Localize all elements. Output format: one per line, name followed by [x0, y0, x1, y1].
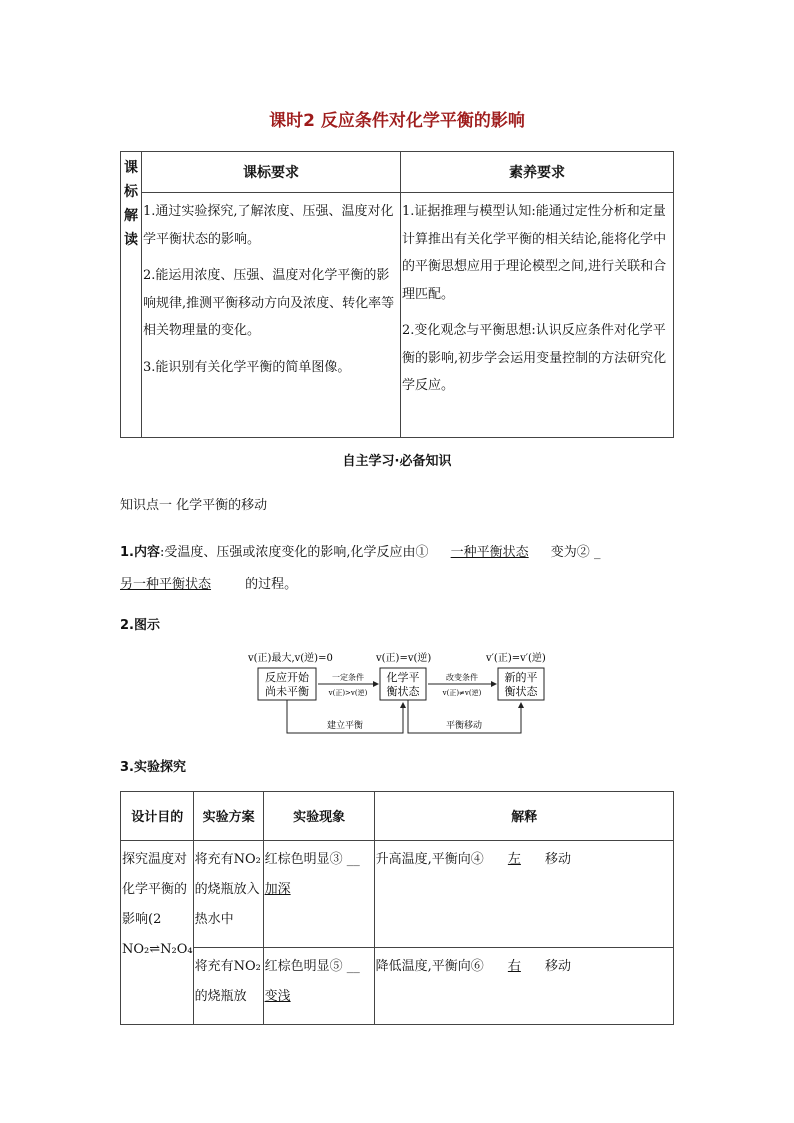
page-title: 课时2 反应条件对化学平衡的影响 [269, 111, 525, 131]
literacy-item: 2.变化观念与平衡思想:认识反应条件对化学平衡的影响,初步学会运用变量控制的方法研究化学反应。 [402, 323, 667, 393]
side-char: 解 [124, 208, 138, 224]
explanation-end: 移动 [545, 959, 572, 974]
blank-1: 一种平衡状态 [450, 545, 529, 560]
arrow2-top: 改变条件 [446, 673, 478, 682]
blank-4: 左 [507, 852, 521, 867]
box1-top-label: v(正)最大,v(逆)=0 [248, 653, 333, 664]
box-new-line1: 新的平 [504, 671, 538, 684]
phenomenon-text: 红棕色明显⑤ [264, 959, 343, 974]
arrow1-bottom: v(正)>v(逆) [328, 689, 368, 697]
side-label [121, 152, 142, 438]
box2-top-label: v(正)=v(逆) [376, 653, 432, 664]
box3-top-label: v′(正)=v′(逆) [486, 653, 546, 664]
item1-text-c: 的过程。 [245, 577, 298, 592]
explanation-text: 升高温度,平衡向④ [375, 852, 484, 867]
experiment-table [120, 791, 674, 1025]
blank-6: 右 [507, 959, 521, 974]
phenomenon-text: 红棕色明显③ [264, 852, 343, 867]
literacy-item: 1.证据推理与模型认知:能通过定性分析和定量计算推出有关化学平衡的相关结论,能将化学中的平衡思想应用于理论模型之间,进行关联和合理匹配。 [402, 204, 667, 302]
item1-text-a: :受温度、压强或浓度变化的影响,化学反应由① [159, 545, 429, 560]
box-new-line2: 衡状态 [504, 685, 538, 698]
side-char: 课 [124, 160, 138, 176]
item1-content: 1.内容:受温度、压强或浓度变化的影响,化学反应由① 一种平衡状态 变为② _ 另一种平衡状态 的过程。 [120, 545, 601, 592]
item2-label: 2.图示 [120, 618, 160, 633]
col2-cell [401, 193, 674, 438]
side-char: 读 [124, 232, 138, 248]
explanation-cell [374, 948, 673, 1025]
standards-table [120, 151, 674, 438]
explanation-cell [374, 841, 673, 948]
plan-cell: 将充有NO₂的烧瓶放入热水中 [193, 841, 263, 948]
header-phenomenon: 实验现象 [263, 792, 374, 841]
explanation-end: 移动 [545, 852, 572, 867]
section-heading: 自主学习·必备知识 [342, 454, 452, 469]
blank-5: 变浅 [264, 989, 291, 1004]
blank-3: 加深 [264, 882, 291, 897]
phenomenon-cell: 红棕色明显③ __ 加深 [263, 841, 374, 948]
col1-header: 课标要求 [142, 152, 401, 193]
box-eq-line1: 化学平 [386, 671, 420, 684]
purpose-cell: 探究温度对化学平衡的影响(2 NO₂⇌N₂O₄ [121, 841, 194, 1025]
item1-text-b: 变为② [550, 545, 590, 560]
knowledge-point: 知识点一 化学平衡的移动 [120, 498, 268, 513]
header-explanation: 解释 [374, 792, 673, 841]
col1-cell [142, 193, 401, 438]
plan-cell: 将充有NO₂的烧瓶放 [193, 948, 263, 1025]
loop2-label: 平衡移动 [445, 721, 483, 731]
loop1-label: 建立平衡 [326, 721, 364, 731]
equilibrium-diagram [248, 648, 558, 740]
col2-header: 素养要求 [401, 152, 674, 193]
requirement-item: 3.能识别有关化学平衡的简单图像。 [143, 359, 351, 375]
item3-label: 3.实验探究 [120, 760, 186, 775]
requirement-item: 1.通过实验探究,了解浓度、压强、温度对化学平衡状态的影响。 [143, 204, 394, 247]
explanation-text: 降低温度,平衡向⑥ [375, 959, 484, 974]
box-start-line2: 尚未平衡 [265, 685, 309, 698]
box-start-line1: 反应开始 [265, 671, 309, 684]
requirement-item: 2.能运用浓度、压强、温度对化学平衡的影响规律,推测平衡移动方向及浓度、转化率等相关物理量的变化。 [143, 268, 395, 338]
arrow2-bottom: v(正)≠v(逆) [442, 689, 482, 697]
header-purpose: 设计目的 [121, 792, 194, 841]
blank-2: 另一种平衡状态 [120, 577, 212, 592]
item1-label: 1.内容 [120, 545, 160, 560]
phenomenon-cell: 红棕色明显⑤ __ 变浅 [263, 948, 374, 1025]
side-char: 标 [124, 184, 138, 200]
box-eq-line2: 衡状态 [386, 685, 420, 698]
header-plan: 实验方案 [193, 792, 263, 841]
arrow1-top: 一定条件 [332, 673, 364, 682]
